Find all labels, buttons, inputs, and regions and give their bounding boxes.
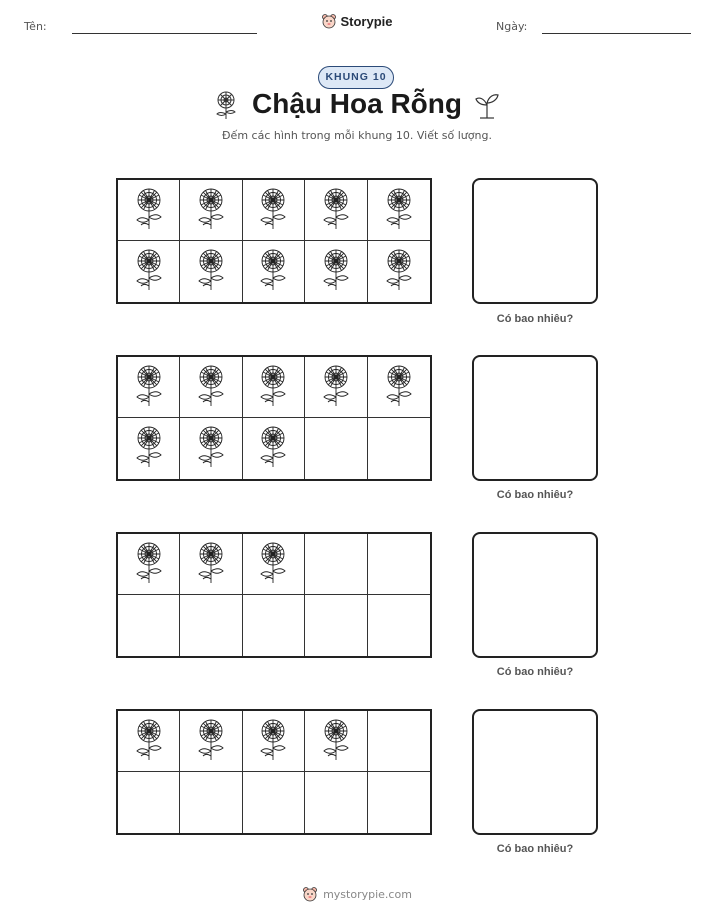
chrysanthemum-icon [132, 540, 166, 589]
chrysanthemum-icon [256, 717, 290, 766]
frame-cell [368, 241, 430, 302]
frame-cell [368, 711, 430, 772]
ten-frame-3 [116, 532, 432, 658]
frame-cell [305, 357, 367, 418]
chrysanthemum-icon [194, 363, 228, 412]
answer-prompt-2: Có bao nhiêu? [496, 489, 574, 501]
chrysanthemum-icon [256, 186, 290, 235]
answer-prompt-1: Có bao nhiêu? [496, 313, 574, 325]
frame-cell [118, 772, 180, 833]
frame-cell [180, 241, 242, 302]
chrysanthemum-icon [194, 247, 228, 296]
frame-cell [368, 595, 430, 656]
frame-cell [118, 595, 180, 656]
chrysanthemum-icon [319, 363, 353, 412]
bear-logo-icon [302, 886, 318, 902]
brand-name: Storypie [340, 13, 393, 29]
brand-logo [0, 13, 714, 29]
frame-cell [305, 418, 367, 479]
chrysanthemum-icon [194, 186, 228, 235]
instructions: Đếm các hình trong mỗi khung 10. Viết số lượng. [222, 129, 492, 142]
frame-cell [305, 180, 367, 241]
frame-cell [180, 418, 242, 479]
frame-cell [118, 418, 180, 479]
frame-cell [305, 711, 367, 772]
answer-box-3[interactable] [472, 532, 598, 658]
chrysanthemum-icon [132, 186, 166, 235]
answer-prompt-4: Có bao nhiêu? [496, 843, 574, 855]
chrysanthemum-icon [256, 540, 290, 589]
footer-url: mystorypie.com [323, 887, 412, 901]
frame-cell [243, 711, 305, 772]
answer-box-4[interactable] [472, 709, 598, 835]
chrysanthemum-icon [194, 540, 228, 589]
frame-cell [180, 180, 242, 241]
ten-frame-1 [116, 178, 432, 304]
frame-cell [180, 534, 242, 595]
chrysanthemum-icon [256, 424, 290, 473]
ten-frame-4 [116, 709, 432, 835]
frame-cell [118, 534, 180, 595]
chrysanthemum-icon [319, 717, 353, 766]
frame-cell [243, 180, 305, 241]
frame-cell [118, 180, 180, 241]
frame-cell [368, 534, 430, 595]
bear-logo-icon [321, 13, 337, 29]
worksheet-type-badge: KHUNG 10 [318, 66, 394, 89]
chrysanthemum-icon [132, 247, 166, 296]
chrysanthemum-icon [382, 363, 416, 412]
frame-cell [305, 241, 367, 302]
name-line[interactable] [72, 33, 257, 34]
frame-cell [180, 711, 242, 772]
frame-cell [305, 595, 367, 656]
chrysanthemum-icon [256, 247, 290, 296]
answer-prompt-3: Có bao nhiêu? [496, 666, 574, 678]
chrysanthemum-icon [132, 717, 166, 766]
frame-cell [368, 180, 430, 241]
frame-cell [243, 241, 305, 302]
frame-cell [243, 418, 305, 479]
frame-cell [243, 534, 305, 595]
answer-box-2[interactable] [472, 355, 598, 481]
sprout-icon [474, 91, 500, 119]
frame-cell [180, 595, 242, 656]
frame-cell [368, 357, 430, 418]
page-title: Chậu Hoa Rỗng [252, 88, 462, 119]
frame-cell [118, 241, 180, 302]
chrysanthemum-icon [319, 247, 353, 296]
chrysanthemum-icon [132, 424, 166, 473]
chrysanthemum-icon [382, 247, 416, 296]
chrysanthemum-icon [132, 363, 166, 412]
frame-cell [243, 357, 305, 418]
frame-cell [368, 772, 430, 833]
frame-cell [118, 711, 180, 772]
name-label: Tên: [24, 20, 47, 33]
date-line[interactable] [542, 33, 691, 34]
chrysanthemum-icon [319, 186, 353, 235]
chrysanthemum-icon [382, 186, 416, 235]
chrysanthemum-icon [194, 717, 228, 766]
frame-cell [243, 772, 305, 833]
frame-cell [118, 357, 180, 418]
chrysanthemum-icon [194, 424, 228, 473]
frame-cell [305, 534, 367, 595]
footer [0, 886, 714, 902]
frame-cell [180, 357, 242, 418]
ten-frame-2 [116, 355, 432, 481]
answer-box-1[interactable] [472, 178, 598, 304]
frame-cell [368, 418, 430, 479]
frame-cell [243, 595, 305, 656]
date-label: Ngày: [496, 20, 528, 33]
frame-cell [305, 772, 367, 833]
chrysanthemum-icon [256, 363, 290, 412]
frame-cell [180, 772, 242, 833]
